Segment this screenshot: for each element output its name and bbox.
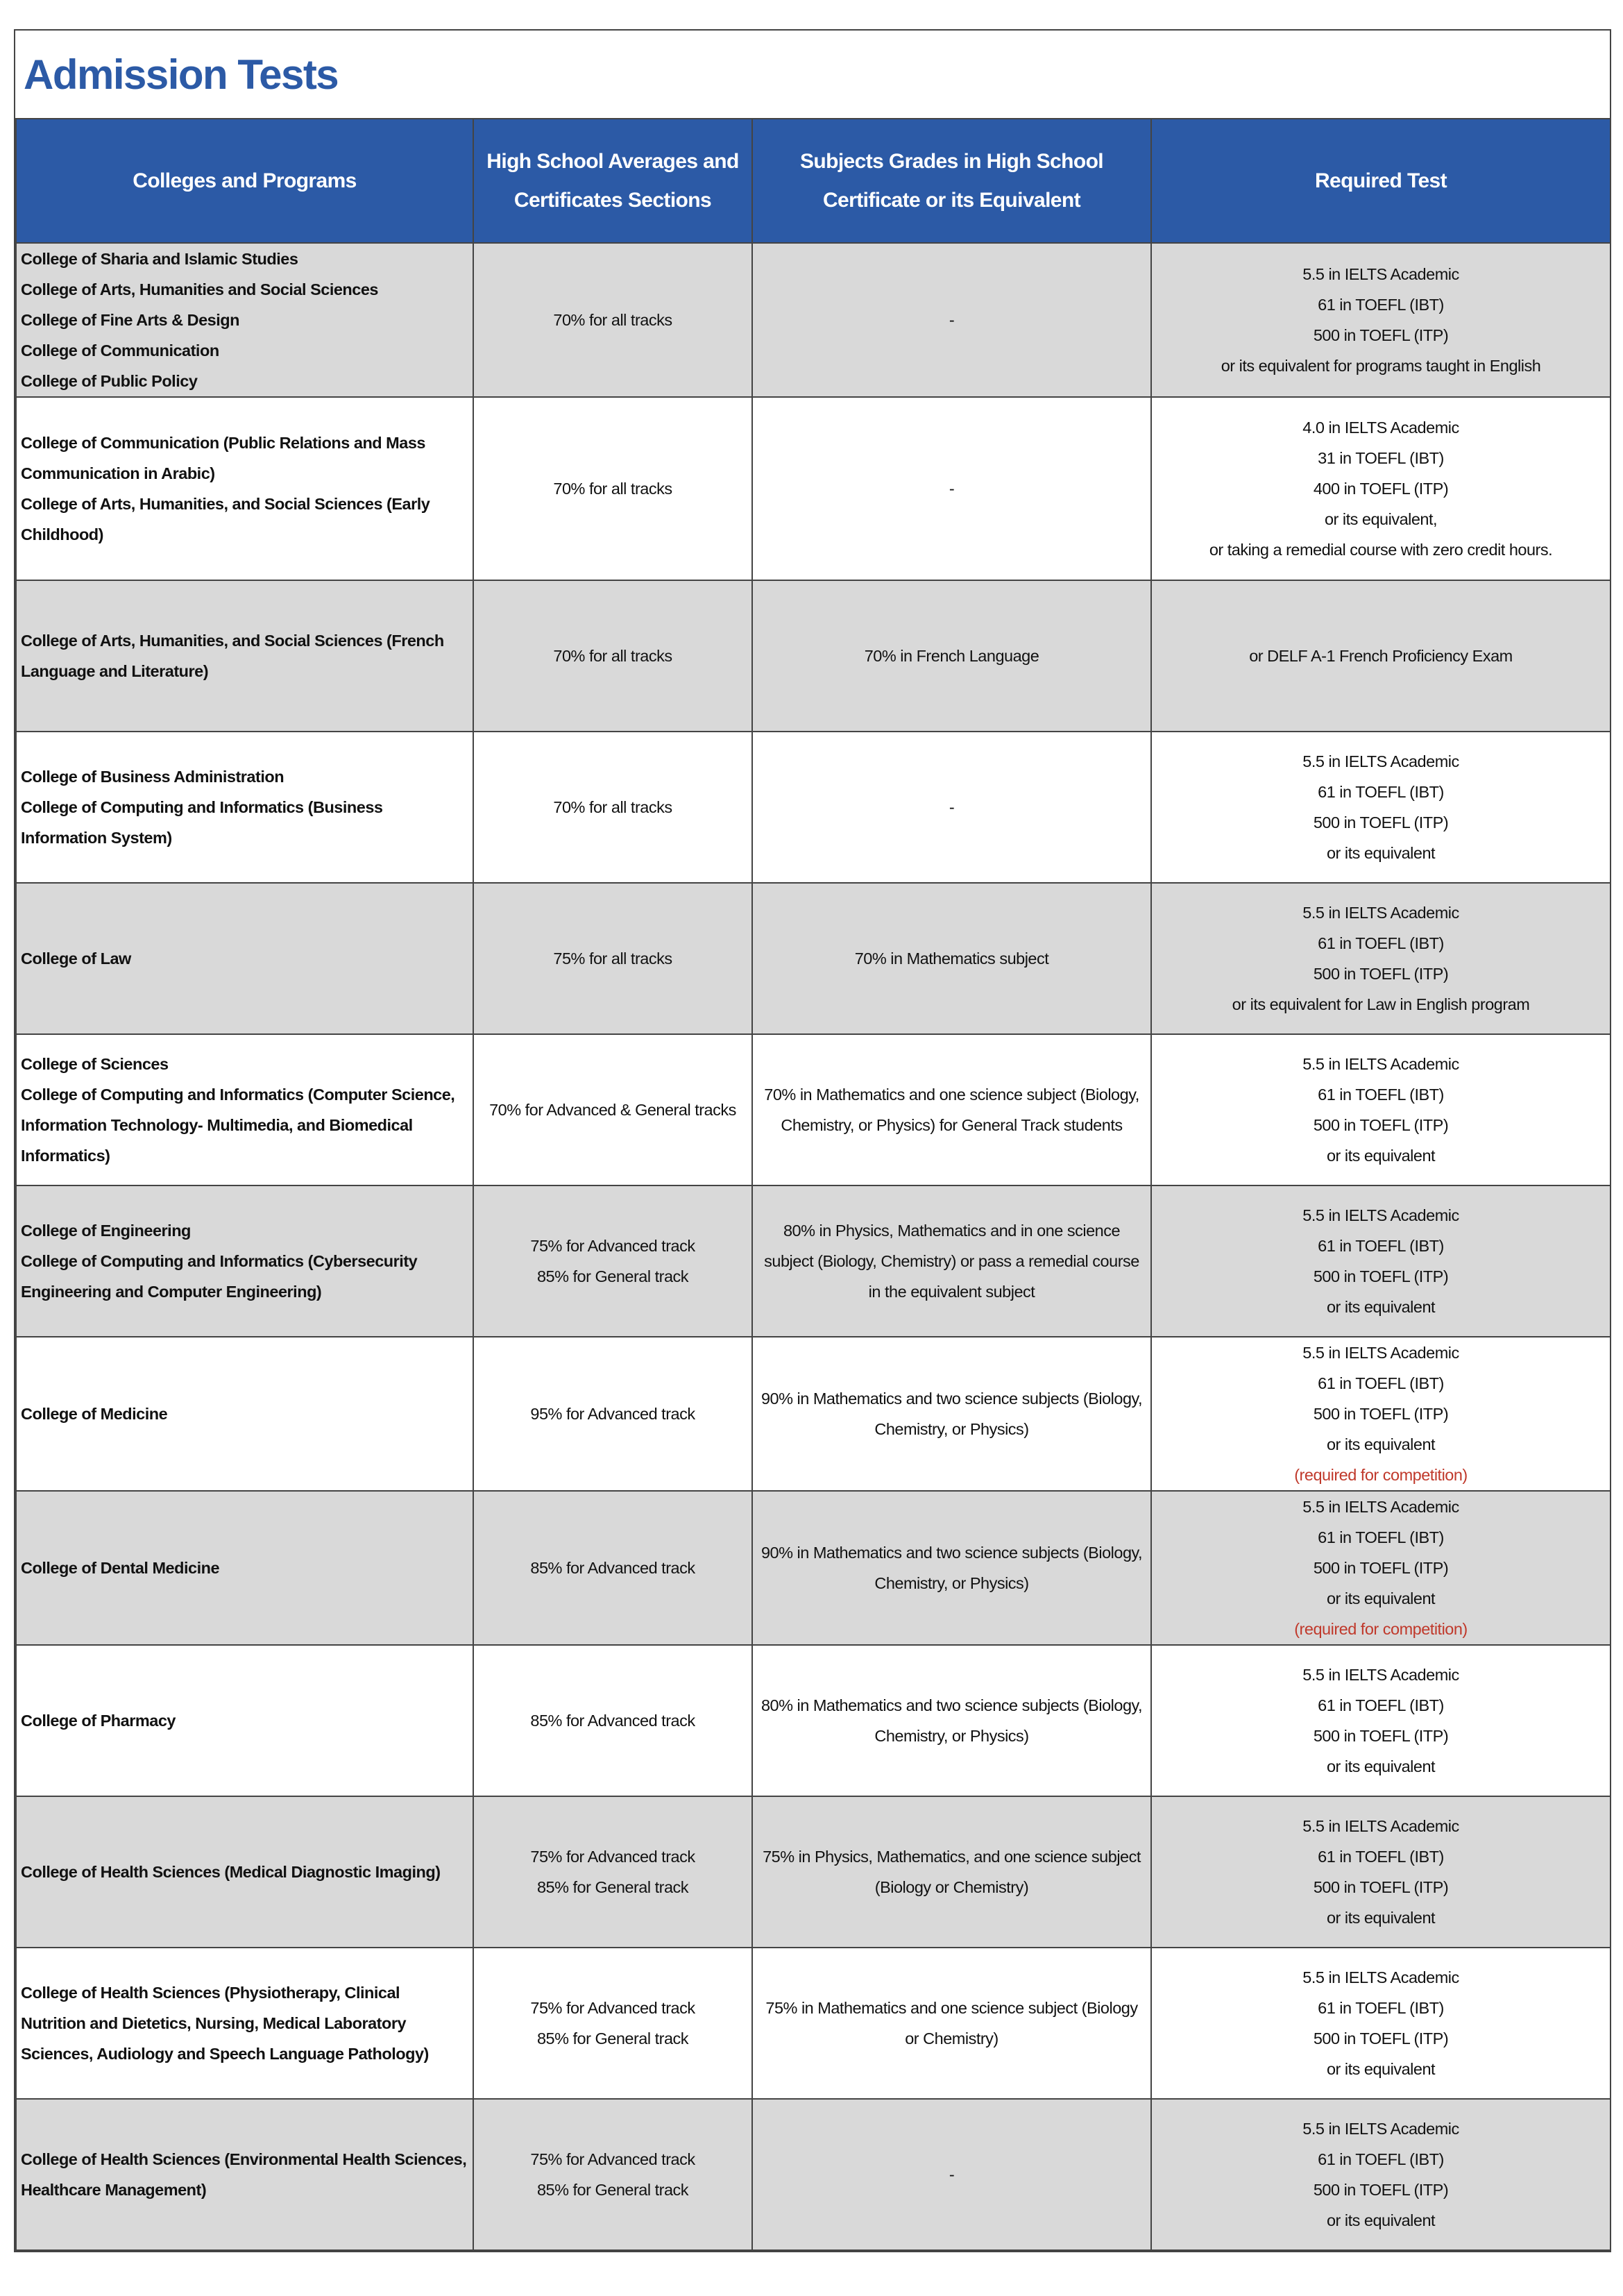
subjects-cell <box>752 1491 1151 1645</box>
table-row <box>16 1034 1611 1185</box>
subjects-cell <box>752 1796 1151 1948</box>
required-test-cell-line: or its equivalent <box>1326 2211 1436 2229</box>
average-cell-line: 70% for all tracks <box>553 480 672 498</box>
required-test-cell <box>1151 1948 1611 2099</box>
college-cell-line: College of Communication (Public Relations and Mass Communication in Arabic) <box>21 434 425 482</box>
average-cell-line: 70% for all tracks <box>553 798 672 816</box>
required-test-cell-line: 61 in TOEFL (IBT) <box>1318 296 1444 314</box>
college-cell-line: College of Computing and Informatics (Computer Science, Information Technology- Multimedia, and Biomedical Informatics) <box>21 1086 455 1165</box>
required-test-cell <box>1151 1645 1611 1796</box>
average-cell-line: 75% for all tracks <box>553 949 672 968</box>
table-row <box>16 1185 1611 1337</box>
average-cell-line: 70% for all tracks <box>553 311 672 329</box>
average-cell <box>473 580 752 732</box>
subjects-cell-line: 90% in Mathematics and two science subjects (Biology, Chemistry, or Physics) <box>760 1544 1143 1592</box>
title-bar <box>15 31 1610 119</box>
average-cell-line: 85% for General track <box>536 2181 689 2199</box>
average-cell <box>473 397 752 580</box>
required-test-cell-line: or its equivalent, <box>1324 510 1438 528</box>
table-row <box>16 1491 1611 1645</box>
college-cell <box>16 2099 473 2250</box>
subjects-cell <box>752 2099 1151 2250</box>
average-cell <box>473 2099 752 2250</box>
college-cell-line: College of Computing and Informatics (Business Information System) <box>21 798 383 847</box>
college-cell <box>16 243 473 397</box>
college-cell-line: College of Dental Medicine <box>21 1559 220 1577</box>
required-test-cell-line: or its equivalent <box>1326 1589 1436 1607</box>
required-test-cell-line: 500 in TOEFL (ITP) <box>1313 2181 1449 2199</box>
required-test-cell-line: 61 in TOEFL (IBT) <box>1318 1999 1444 2017</box>
subjects-cell-line: 70% in Mathematics and one science subject (Biology, Chemistry, or Physics) for General Track students <box>764 1086 1139 1134</box>
table-row <box>16 732 1611 883</box>
required-test-cell-line: 61 in TOEFL (IBT) <box>1318 1237 1444 1255</box>
college-cell-line: College of Computing and Informatics (Cybersecurity Engineering and Computer Engineering) <box>21 1252 418 1301</box>
table-row <box>16 2099 1611 2250</box>
subjects-cell-line: - <box>949 2166 955 2184</box>
required-test-cell-line: 400 in TOEFL (ITP) <box>1313 480 1449 498</box>
college-cell <box>16 1185 473 1337</box>
subjects-cell <box>752 1948 1151 2099</box>
college-cell-line: College of Law <box>21 949 131 968</box>
average-cell-line: 75% for Advanced track <box>530 1848 695 1866</box>
required-test-cell <box>1151 1185 1611 1337</box>
required-test-cell-line: 4.0 in IELTS Academic <box>1302 419 1459 437</box>
required-test-cell-line: 61 in TOEFL (IBT) <box>1318 783 1444 801</box>
average-cell <box>473 1337 752 1491</box>
required-test-cell-line: 500 in TOEFL (ITP) <box>1313 1727 1449 1745</box>
required-test-cell <box>1151 883 1611 1034</box>
subjects-cell <box>752 1645 1151 1796</box>
average-cell-line: 85% for Advanced track <box>530 1559 695 1577</box>
required-test-cell-line: 5.5 in IELTS Academic <box>1302 904 1459 922</box>
college-cell <box>16 1034 473 1185</box>
subjects-cell-line: 75% in Mathematics and one science subject (Biology or Chemistry) <box>765 1999 1138 2048</box>
required-test-cell-line: or its equivalent for Law in English program <box>1232 995 1530 1013</box>
college-cell-line: College of Fine Arts & Design <box>21 311 239 329</box>
required-test-cell-line: 61 in TOEFL (IBT) <box>1318 2150 1444 2168</box>
required-test-cell-line: 61 in TOEFL (IBT) <box>1318 1696 1444 1714</box>
required-test-cell <box>1151 397 1611 580</box>
college-cell-line: College of Health Sciences (Medical Diagnostic Imaging) <box>21 1863 441 1881</box>
college-cell-line: College of Arts, Humanities and Social Sciences <box>21 280 378 298</box>
college-cell-line: College of Engineering <box>21 1222 191 1240</box>
average-cell <box>473 243 752 397</box>
required-test-cell-line: 5.5 in IELTS Academic <box>1302 752 1459 770</box>
subjects-cell-line: 80% in Physics, Mathematics and in one science subject (Biology, Chemistry) or pass a remedial course in the equivalent subject <box>764 1222 1139 1301</box>
subjects-cell-line: - <box>949 480 955 498</box>
admission-tests-sheet <box>14 29 1611 2252</box>
subjects-cell-line: 75% in Physics, Mathematics, and one science subject (Biology or Chemistry) <box>763 1848 1141 1896</box>
college-cell-line: College of Communication <box>21 341 219 360</box>
college-cell-line: College of Medicine <box>21 1405 168 1423</box>
required-test-cell-line: or its equivalent <box>1326 1909 1436 1927</box>
required-test-cell-line: or its equivalent <box>1326 1147 1436 1165</box>
subjects-cell <box>752 1185 1151 1337</box>
table-row <box>16 243 1611 397</box>
required-test-cell-line: 61 in TOEFL (IBT) <box>1318 1374 1444 1392</box>
subjects-cell-line: - <box>949 311 955 329</box>
required-test-cell <box>1151 2099 1611 2250</box>
college-cell <box>16 1337 473 1491</box>
header-required-test: Required Test <box>1151 119 1611 243</box>
college-cell <box>16 1491 473 1645</box>
required-test-cell-line: or its equivalent <box>1326 2060 1436 2078</box>
required-test-cell-line: 5.5 in IELTS Academic <box>1302 1817 1459 1835</box>
required-test-cell-line: 500 in TOEFL (ITP) <box>1313 1878 1449 1896</box>
subjects-cell-line: - <box>949 798 955 816</box>
subjects-cell-line: 90% in Mathematics and two science subjects (Biology, Chemistry, or Physics) <box>760 1390 1143 1438</box>
college-cell <box>16 1645 473 1796</box>
average-cell <box>473 1948 752 2099</box>
subjects-cell <box>752 1034 1151 1185</box>
required-test-cell <box>1151 1034 1611 1185</box>
average-cell-line: 85% for General track <box>536 1878 689 1896</box>
required-test-cell-line: 500 in TOEFL (ITP) <box>1313 1559 1449 1577</box>
average-cell-line: 70% for Advanced & General tracks <box>489 1101 736 1119</box>
average-cell-line: 85% for General track <box>536 2029 689 2048</box>
required-test-cell-line: or its equivalent for programs taught in English <box>1221 357 1541 375</box>
required-test-cell-line: 61 in TOEFL (IBT) <box>1318 934 1444 952</box>
college-cell <box>16 580 473 732</box>
college-cell <box>16 883 473 1034</box>
average-cell-line: 75% for Advanced track <box>530 1237 695 1255</box>
average-cell-line: 75% for Advanced track <box>530 1999 695 2017</box>
table-row <box>16 580 1611 732</box>
required-test-cell-line: 61 in TOEFL (IBT) <box>1318 1086 1444 1104</box>
required-test-cell-line: 5.5 in IELTS Academic <box>1302 1206 1459 1224</box>
required-test-cell-line: 5.5 in IELTS Academic <box>1302 1055 1459 1073</box>
subjects-cell <box>752 883 1151 1034</box>
required-test-cell-line: 500 in TOEFL (ITP) <box>1313 1405 1449 1423</box>
required-test-cell <box>1151 1491 1611 1645</box>
required-test-cell-line: or its equivalent <box>1326 1298 1436 1316</box>
subjects-cell <box>752 580 1151 732</box>
admission-table <box>15 119 1611 2251</box>
required-test-cell-line: 61 in TOEFL (IBT) <box>1318 1848 1444 1866</box>
required-test-cell-line: 5.5 in IELTS Academic <box>1302 1666 1459 1684</box>
average-cell-line: 70% for all tracks <box>553 647 672 665</box>
required-test-cell-line: 5.5 in IELTS Academic <box>1302 1498 1459 1516</box>
required-test-cell <box>1151 580 1611 732</box>
table-row <box>16 397 1611 580</box>
required-test-cell <box>1151 732 1611 883</box>
required-test-cell <box>1151 1337 1611 1491</box>
required-test-cell-line: 500 in TOEFL (ITP) <box>1313 965 1449 983</box>
table-row <box>16 883 1611 1034</box>
required-test-cell-line: 5.5 in IELTS Academic <box>1302 2120 1459 2138</box>
required-test-cell-line: 31 in TOEFL (IBT) <box>1318 449 1444 467</box>
required-test-cell-line: 500 in TOEFL (ITP) <box>1313 1267 1449 1285</box>
college-cell-line: College of Sharia and Islamic Studies <box>21 250 298 268</box>
average-cell <box>473 732 752 883</box>
college-cell-line: College of Arts, Humanities, and Social Sciences (French Language and Literature) <box>21 632 444 680</box>
subjects-cell <box>752 243 1151 397</box>
average-cell-line: 95% for Advanced track <box>530 1405 695 1423</box>
required-test-cell-line: 500 in TOEFL (ITP) <box>1313 813 1449 832</box>
table-row <box>16 1337 1611 1491</box>
average-cell-line: 85% for Advanced track <box>530 1712 695 1730</box>
average-cell <box>473 1491 752 1645</box>
average-cell <box>473 1185 752 1337</box>
college-cell-line: College of Health Sciences (Environmental Health Sciences, Healthcare Management) <box>21 2150 467 2199</box>
average-cell-line: 85% for General track <box>536 1267 689 1285</box>
header-subjects: Subjects Grades in High School Certificate or its Equivalent <box>752 119 1151 243</box>
required-test-cell <box>1151 1796 1611 1948</box>
subjects-cell <box>752 732 1151 883</box>
college-cell-line: College of Business Administration <box>21 768 284 786</box>
required-test-cell-line: 500 in TOEFL (ITP) <box>1313 1116 1449 1134</box>
required-test-cell-line: 500 in TOEFL (ITP) <box>1313 326 1449 344</box>
required-test-cell-line: 5.5 in IELTS Academic <box>1302 1344 1459 1362</box>
required-test-cell-line: or its equivalent <box>1326 844 1436 862</box>
header-averages: High School Averages and Certificates Sections <box>473 119 752 243</box>
college-cell <box>16 397 473 580</box>
table-row <box>16 1796 1611 1948</box>
required-test-cell-line: or its equivalent <box>1326 1757 1436 1775</box>
table-row <box>16 1645 1611 1796</box>
header-colleges: Colleges and Programs <box>16 119 473 243</box>
college-cell-line: College of Sciences <box>21 1055 169 1073</box>
table-row <box>16 1948 1611 2099</box>
required-test-cell-line: or taking a remedial course with zero credit hours. <box>1209 541 1553 559</box>
required-test-cell-line: 5.5 in IELTS Academic <box>1302 1968 1459 1986</box>
subjects-cell-line: 70% in French Language <box>864 647 1039 665</box>
college-cell-line: College of Public Policy <box>21 372 198 390</box>
average-cell <box>473 1796 752 1948</box>
required-test-cell <box>1151 243 1611 397</box>
table-body <box>16 243 1611 2250</box>
subjects-cell <box>752 397 1151 580</box>
college-cell-line: College of Arts, Humanities, and Social Sciences (Early Childhood) <box>21 495 430 543</box>
college-cell <box>16 732 473 883</box>
subjects-cell-line: 70% in Mathematics subject <box>854 949 1049 968</box>
college-cell-line: College of Health Sciences (Physiotherapy, Clinical Nutrition and Dietetics, Nursing, Medical Laboratory Sciences, Audiology and Speech Language Pathology) <box>21 1984 429 2063</box>
required-test-cell-line: 500 in TOEFL (ITP) <box>1313 2029 1449 2048</box>
required-test-cell-line: or DELF A-1 French Proficiency Exam <box>1249 647 1513 665</box>
average-cell-line: 75% for Advanced track <box>530 2150 695 2168</box>
competition-note: (required for competition) <box>1294 1466 1468 1484</box>
required-test-cell-line: 5.5 in IELTS Academic <box>1302 265 1459 283</box>
required-test-cell-line: 61 in TOEFL (IBT) <box>1318 1528 1444 1546</box>
table-header-row <box>16 119 1611 243</box>
college-cell <box>16 1948 473 2099</box>
subjects-cell-line: 80% in Mathematics and two science subjects (Biology, Chemistry, or Physics) <box>760 1696 1143 1745</box>
page-title: Admission Tests <box>24 51 339 98</box>
college-cell-line: College of Pharmacy <box>21 1712 176 1730</box>
competition-note: (required for competition) <box>1294 1620 1468 1638</box>
college-cell <box>16 1796 473 1948</box>
average-cell <box>473 883 752 1034</box>
average-cell <box>473 1645 752 1796</box>
average-cell <box>473 1034 752 1185</box>
required-test-cell-line: or its equivalent <box>1326 1435 1436 1453</box>
subjects-cell <box>752 1337 1151 1491</box>
